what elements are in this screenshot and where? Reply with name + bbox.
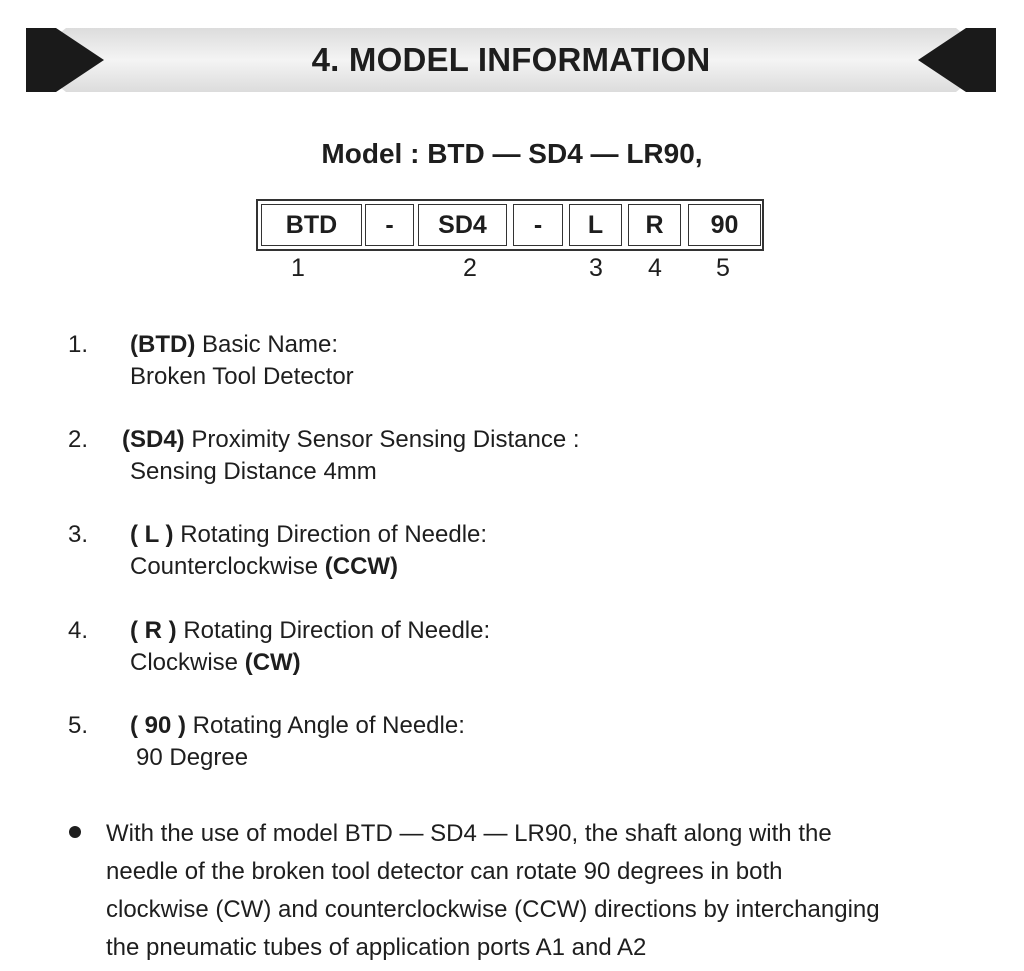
note-line: needle of the broken tool detector can rotate 90 degrees in both <box>106 858 783 885</box>
code-number: 4 <box>648 254 662 282</box>
item-heading <box>130 709 465 742</box>
note-line: clockwise (CW) and counterclockwise (CCW) directions by interchanging <box>106 896 880 923</box>
item-detail-bold: (CCW) <box>324 553 399 580</box>
code-box-sd4: SD4 <box>418 204 507 246</box>
item-number: 3. <box>68 521 89 548</box>
code-box-l: L <box>569 204 622 246</box>
item-code: ( R ) <box>130 617 177 644</box>
note-line: the pneumatic tubes of application ports A1 and A2 <box>106 934 647 961</box>
code-number: 1 <box>291 254 305 282</box>
code-box-r: R <box>628 204 681 246</box>
item-number: 1. <box>68 331 89 358</box>
item-detail <box>130 360 354 393</box>
item-code: (BTD) <box>130 331 196 358</box>
model-line: Model : BTD — SD4 — LR90, <box>321 138 703 169</box>
item-detail-text: Counterclockwise <box>130 553 325 580</box>
code-number: 3 <box>589 254 603 282</box>
item-heading <box>130 614 490 647</box>
section-title: 4. MODEL INFORMATION <box>311 41 711 78</box>
item-title: Proximity Sensor Sensing Distance : <box>184 426 580 453</box>
item-title: Basic Name: <box>195 331 339 358</box>
item-detail-text: Broken Tool Detector <box>130 363 354 390</box>
item-detail <box>130 455 377 488</box>
item-heading <box>130 518 487 551</box>
item-code: (SD4) <box>122 426 185 453</box>
code-box-dash: - <box>365 204 414 246</box>
model-code-boxes <box>256 199 764 251</box>
item-detail-bold: (CW) <box>244 649 301 676</box>
code-box-90: 90 <box>688 204 761 246</box>
note-line: With the use of model BTD — SD4 — LR90, the shaft along with the <box>106 820 832 847</box>
item-heading <box>122 423 580 456</box>
section-banner <box>26 28 996 92</box>
item-number: 5. <box>68 712 89 739</box>
code-number: 2 <box>463 254 477 282</box>
item-detail <box>130 550 398 583</box>
item-title: Rotating Direction of Needle: <box>173 521 488 548</box>
item-detail <box>130 646 301 679</box>
item-number: 2. <box>68 426 89 453</box>
code-box-btd: BTD <box>261 204 362 246</box>
item-title: Rotating Angle of Needle: <box>186 712 465 739</box>
item-detail <box>136 741 248 774</box>
item-number: 4. <box>68 617 89 644</box>
item-title: Rotating Direction of Needle: <box>176 617 491 644</box>
item-code: ( L ) <box>130 521 174 548</box>
item-code: ( 90 ) <box>130 712 187 739</box>
bullet-icon <box>69 826 81 838</box>
item-detail-text: 90 Degree <box>136 744 249 771</box>
item-detail-text: Sensing Distance 4mm <box>130 458 377 485</box>
item-heading <box>130 328 338 361</box>
item-detail-text: Clockwise <box>130 649 245 676</box>
code-box-dash: - <box>513 204 563 246</box>
code-number: 5 <box>716 254 730 282</box>
note-paragraph <box>106 815 986 967</box>
